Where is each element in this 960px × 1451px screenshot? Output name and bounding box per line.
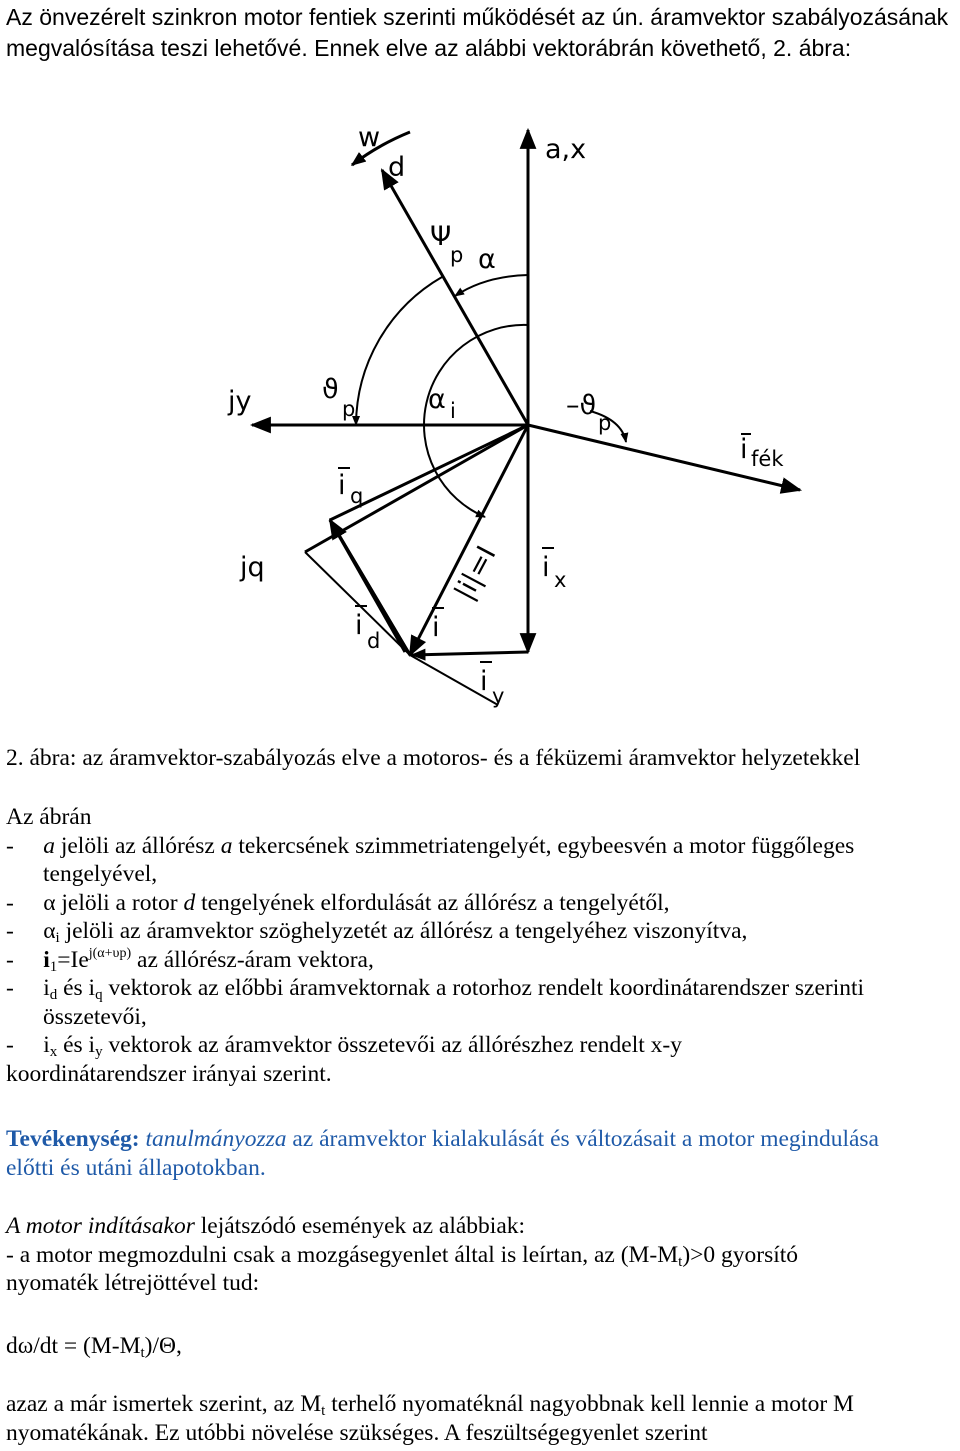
- label-i-fek: i: [740, 434, 748, 465]
- d-axis: [382, 170, 528, 425]
- activity-verb: tanulmányozza: [145, 1126, 287, 1152]
- label-iy: i: [480, 666, 488, 697]
- label-id-sub: d: [367, 629, 381, 653]
- formula: $d\omega/dt = (M-M_t)/\Theta$,: [6, 1333, 182, 1361]
- legend-item-cont: koordinátarendszer irányai szerint.: [6, 1060, 332, 1087]
- legend-item-cont: tengelyével,: [43, 861, 158, 887]
- label-iy-sub: y: [492, 684, 505, 708]
- closing-block: [6, 1390, 956, 1447]
- label-ix-sub: x: [554, 568, 567, 592]
- activity-line: előtti és utáni állapotokban.: [6, 1154, 266, 1181]
- legend-item: - $i_d$ és $i_q$ vektorok az előbbi áramvektornak a rotorhoz rendelt koordinátarendszer szerinti: [6, 975, 865, 1003]
- iy-vector: [412, 652, 528, 655]
- label-neg-theta: –ϑ: [566, 390, 597, 421]
- label-i-fek-sub: fék: [751, 447, 784, 471]
- legend-item: - $i_1=Ie^{j(\alpha+\upsilon p)}$ az állórész-áram vektora,: [6, 945, 374, 975]
- label-ix: i: [542, 552, 550, 583]
- start-block: A motor indításakor lejátszódó események az alábbiak: - a motor megmozdulni csak a mozgásegyenlet által is leírtan, az $(M-M_t)>0$ gyorsító nyomaték létrejöttével tud:: [6, 1212, 956, 1298]
- closing-line: azaz a már ismertek szerint, az $M_t$ terhelő nyomatéknál nagyobbnak kell lennie a motor M: [6, 1391, 854, 1419]
- label-theta-sub: p: [342, 397, 356, 421]
- label-jq: jq: [240, 552, 265, 583]
- label-w: w: [358, 122, 381, 153]
- legend-item: - $\alpha_i$ jelöli az áramvektor szöghelyzetét az állórész a tengelyéhez viszonyítva,: [6, 918, 748, 946]
- start-line: nyomaték létrejöttével tud:: [6, 1270, 260, 1296]
- label-psi: Ψ: [430, 221, 452, 252]
- legend-heading: Az ábrán: [6, 804, 92, 830]
- label-abs-i: |i|=I: [448, 541, 503, 606]
- label-psi-sub: p: [450, 243, 464, 267]
- label-alpha: α: [478, 244, 496, 275]
- legend-item: - a jelöli az állórész a tekercsének szimmetriatengelyét, egybeesvén a motor függőleges: [6, 832, 855, 859]
- label-id: i: [355, 610, 363, 641]
- alpha-arc: [455, 275, 528, 296]
- label-d: d: [388, 152, 406, 183]
- label-ax: a,x: [545, 134, 587, 165]
- intro-line: Az önvezérelt szinkron motor fentiek szerinti működését az ún. áramvektor szabályozásának: [6, 4, 949, 30]
- label-i: i: [432, 612, 440, 643]
- label-neg-theta-sub: p: [598, 411, 612, 435]
- legend-item-cont: összetevői,: [43, 1003, 147, 1030]
- label-jy: jy: [228, 386, 252, 417]
- activity-block: Tevékenység: tanulmányozza az áramvektor kialakulását és változásait a motor megindulása előtti és utáni állapotokban.: [6, 1125, 956, 1182]
- activity-label: Tevékenység:: [6, 1126, 140, 1152]
- legend-item: - α jelöli a rotor d tengelyének elfordulását az állórész a tengelyétől,: [6, 889, 670, 916]
- intro-line: megvalósítása teszi lehetővé. Ennek elve az alábbi vektorábrán követhető, 2. ábra:: [6, 35, 852, 61]
- start-line: - a motor megmozdulni csak a mozgásegyenlet által is leírtan, az $(M-M_t)>0$ gyorsító: [6, 1241, 799, 1270]
- closing-line: nyomatékának. Ez utóbbi növelése szükséges. A feszültségegyenlet szerint: [6, 1419, 708, 1446]
- label-iq: i: [338, 470, 346, 501]
- label-alpha-i: α: [428, 384, 446, 415]
- label-iq-sub: q: [350, 484, 364, 508]
- label-theta: ϑ: [322, 374, 339, 405]
- figure-caption: 2. ábra: az áramvektor-szabályozás elve a motoros- és a féküzemi áramvektor helyzetekkel: [6, 745, 861, 771]
- alpha-i-arc: [424, 325, 528, 517]
- start-heading: A motor indításakor: [6, 1213, 195, 1239]
- legend-block: [6, 803, 956, 1088]
- legend-item: - $i_x$ és $i_y$ vektorok az áramvektor összetevői az állórészhez rendelt x-y: [6, 1032, 682, 1060]
- label-alpha-i-sub: i: [450, 399, 456, 423]
